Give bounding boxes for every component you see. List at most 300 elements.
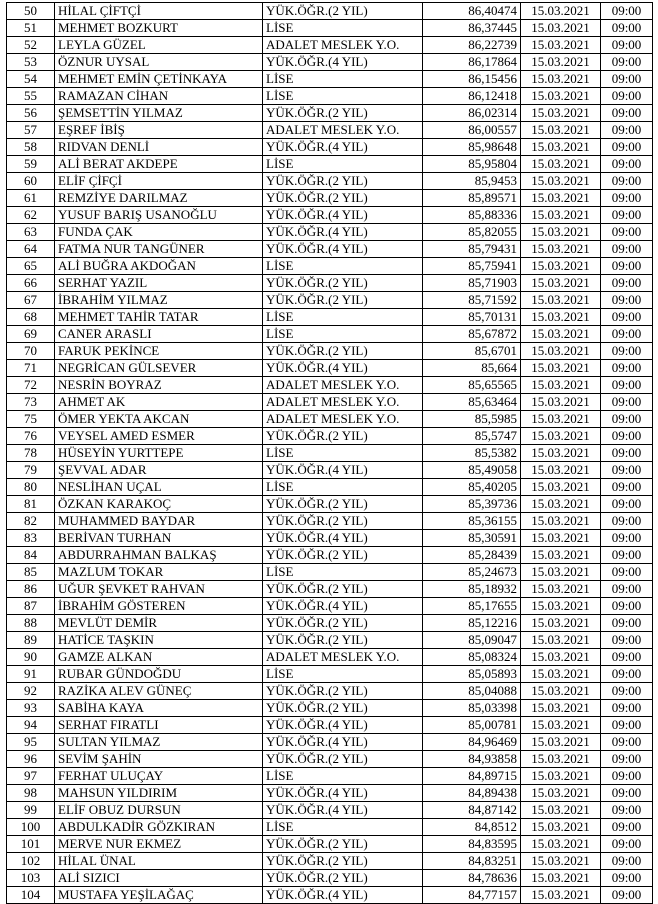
candidate-name-cell: İBRAHİM YILMAZ [55,292,263,309]
candidate-name-cell: ELİF OBUZ DURSUN [55,802,263,819]
exam-date-cell: 15.03.2021 [521,394,601,411]
rank-cell: 55 [7,88,55,105]
score-cell: 85,40205 [423,479,521,496]
education-level-cell: YÜK.ÖĞR.(4 YIL) [263,530,423,547]
score-cell: 85,79431 [423,241,521,258]
rank-cell: 104 [7,887,55,904]
education-level-cell: LİSE [263,258,423,275]
exam-date-cell: 15.03.2021 [521,615,601,632]
candidate-name-cell: NESRİN BOYRAZ [55,377,263,394]
candidate-name-cell: RIDVAN DENLİ [55,139,263,156]
table-row [7,496,653,513]
score-cell: 84,96469 [423,734,521,751]
exam-time-cell: 09:00 [601,241,653,258]
score-cell: 84,83595 [423,836,521,853]
exam-time-cell: 09:00 [601,632,653,649]
education-level-cell: YÜK.ÖĞR.(2 YIL) [263,683,423,700]
table-row [7,462,653,479]
rank-cell: 66 [7,275,55,292]
exam-date-cell: 15.03.2021 [521,20,601,37]
score-cell: 85,5747 [423,428,521,445]
exam-time-cell: 09:00 [601,275,653,292]
exam-time-cell: 09:00 [601,173,653,190]
education-level-cell: LİSE [263,88,423,105]
education-level-cell: YÜK.ÖĞR.(2 YIL) [263,632,423,649]
exam-time-cell: 09:00 [601,513,653,530]
exam-time-cell: 09:00 [601,751,653,768]
score-cell: 85,6701 [423,343,521,360]
table-row [7,156,653,173]
score-cell: 85,63464 [423,394,521,411]
candidate-name-cell: SERHAT FIRATLI [55,717,263,734]
score-cell: 84,83251 [423,853,521,870]
candidate-name-cell: MEHMET EMİN ÇETİNKAYA [55,71,263,88]
exam-date-cell: 15.03.2021 [521,666,601,683]
candidate-name-cell: MUSTAFA YEŞİLAĞAÇ [55,887,263,904]
exam-date-cell: 15.03.2021 [521,853,601,870]
rank-cell: 60 [7,173,55,190]
exam-date-cell: 15.03.2021 [521,105,601,122]
exam-date-cell: 15.03.2021 [521,122,601,139]
table-row [7,309,653,326]
candidate-name-cell: ABDULKADİR GÖZKIRAN [55,819,263,836]
candidate-name-cell: GAMZE ALKAN [55,649,263,666]
score-cell: 86,15456 [423,71,521,88]
exam-time-cell: 09:00 [601,853,653,870]
table-row [7,598,653,615]
exam-date-cell: 15.03.2021 [521,564,601,581]
exam-date-cell: 15.03.2021 [521,717,601,734]
candidate-name-cell: SEVİM ŞAHİN [55,751,263,768]
candidate-name-cell: NEGRİCAN GÜLSEVER [55,360,263,377]
exam-time-cell: 09:00 [601,258,653,275]
candidate-name-cell: UĞUR ŞEVKET RAHVAN [55,581,263,598]
table-row [7,224,653,241]
candidate-name-cell: ÖZNUR UYSAL [55,54,263,71]
education-level-cell: YÜK.ÖĞR.(4 YIL) [263,224,423,241]
candidate-name-cell: LEYLA GÜZEL [55,37,263,54]
exam-date-cell: 15.03.2021 [521,71,601,88]
education-level-cell: LİSE [263,326,423,343]
score-cell: 85,39736 [423,496,521,513]
score-cell: 84,89715 [423,768,521,785]
table-row [7,870,653,887]
score-cell: 84,93858 [423,751,521,768]
exam-time-cell: 09:00 [601,615,653,632]
exam-date-cell: 15.03.2021 [521,768,601,785]
exam-date-cell: 15.03.2021 [521,632,601,649]
exam-date-cell: 15.03.2021 [521,887,601,904]
score-cell: 85,00781 [423,717,521,734]
education-level-cell: YÜK.ÖĞR.(2 YIL) [263,343,423,360]
exam-time-cell: 09:00 [601,224,653,241]
table-row [7,717,653,734]
rank-cell: 59 [7,156,55,173]
exam-time-cell: 09:00 [601,88,653,105]
table-row [7,394,653,411]
candidate-name-cell: ALİ BERAT AKDEPE [55,156,263,173]
education-level-cell: YÜK.ÖĞR.(2 YIL) [263,836,423,853]
rank-cell: 102 [7,853,55,870]
score-cell: 85,664 [423,360,521,377]
candidate-name-cell: SULTAN YILMAZ [55,734,263,751]
score-cell: 85,89571 [423,190,521,207]
exam-date-cell: 15.03.2021 [521,207,601,224]
score-cell: 85,24673 [423,564,521,581]
rank-cell: 51 [7,20,55,37]
exam-date-cell: 15.03.2021 [521,496,601,513]
score-cell: 85,30591 [423,530,521,547]
exam-date-cell: 15.03.2021 [521,513,601,530]
score-cell: 85,75941 [423,258,521,275]
exam-time-cell: 09:00 [601,156,653,173]
rank-cell: 100 [7,819,55,836]
score-cell: 84,87142 [423,802,521,819]
exam-time-cell: 09:00 [601,700,653,717]
education-level-cell: YÜK.ÖĞR.(2 YIL) [263,513,423,530]
rank-cell: 89 [7,632,55,649]
table-row [7,105,653,122]
table-row [7,88,653,105]
rank-cell: 58 [7,139,55,156]
exam-date-cell: 15.03.2021 [521,479,601,496]
exam-time-cell: 09:00 [601,343,653,360]
rank-cell: 85 [7,564,55,581]
exam-time-cell: 09:00 [601,547,653,564]
education-level-cell: YÜK.ÖĞR.(2 YIL) [263,292,423,309]
education-level-cell: YÜK.ÖĞR.(2 YIL) [263,615,423,632]
education-level-cell: LİSE [263,71,423,88]
education-level-cell: YÜK.ÖĞR.(2 YIL) [263,3,423,20]
education-level-cell: LİSE [263,819,423,836]
table-row [7,479,653,496]
exam-time-cell: 09:00 [601,326,653,343]
education-level-cell: YÜK.ÖĞR.(2 YIL) [263,853,423,870]
education-level-cell: YÜK.ÖĞR.(4 YIL) [263,462,423,479]
candidate-name-cell: RAMAZAN CİHAN [55,88,263,105]
candidate-name-cell: FATMA NUR TANGÜNER [55,241,263,258]
candidate-name-cell: AHMET AK [55,394,263,411]
candidate-name-cell: ÖMER YEKTA AKCAN [55,411,263,428]
exam-date-cell: 15.03.2021 [521,224,601,241]
candidate-name-cell: ALİ SIZICI [55,870,263,887]
exam-date-cell: 15.03.2021 [521,785,601,802]
table-row [7,632,653,649]
exam-date-cell: 15.03.2021 [521,802,601,819]
table-row [7,819,653,836]
rank-cell: 96 [7,751,55,768]
rank-cell: 50 [7,3,55,20]
table-row [7,258,653,275]
education-level-cell: YÜK.ÖĞR.(4 YIL) [263,598,423,615]
rank-cell: 99 [7,802,55,819]
rank-cell: 82 [7,513,55,530]
exam-date-cell: 15.03.2021 [521,377,601,394]
rank-cell: 94 [7,717,55,734]
rank-cell: 62 [7,207,55,224]
exam-date-cell: 15.03.2021 [521,37,601,54]
score-cell: 84,8512 [423,819,521,836]
table-row [7,853,653,870]
exam-date-cell: 15.03.2021 [521,3,601,20]
candidate-name-cell: FERHAT ULUÇAY [55,768,263,785]
candidate-name-cell: HATİCE TAŞKIN [55,632,263,649]
exam-time-cell: 09:00 [601,445,653,462]
exam-date-cell: 15.03.2021 [521,343,601,360]
rank-cell: 98 [7,785,55,802]
score-cell: 86,17864 [423,54,521,71]
score-cell: 86,40474 [423,3,521,20]
exam-date-cell: 15.03.2021 [521,547,601,564]
rank-cell: 54 [7,71,55,88]
exam-time-cell: 09:00 [601,479,653,496]
score-cell: 86,02314 [423,105,521,122]
table-row [7,54,653,71]
table-row [7,343,653,360]
exam-date-cell: 15.03.2021 [521,428,601,445]
candidate-name-cell: VEYSEL AMED ESMER [55,428,263,445]
table-row [7,20,653,37]
candidate-name-cell: YUSUF BARIŞ USANOĞLU [55,207,263,224]
rank-cell: 93 [7,700,55,717]
score-cell: 85,5985 [423,411,521,428]
table-row [7,564,653,581]
score-cell: 85,71592 [423,292,521,309]
table-row [7,751,653,768]
table-row [7,377,653,394]
table-row [7,615,653,632]
exam-date-cell: 15.03.2021 [521,156,601,173]
candidate-name-cell: HÜSEYİN YURTTEPE [55,445,263,462]
rank-cell: 81 [7,496,55,513]
exam-date-cell: 15.03.2021 [521,598,601,615]
candidate-name-cell: RAZİKA ALEV GÜNEÇ [55,683,263,700]
score-cell: 85,88336 [423,207,521,224]
exam-date-cell: 15.03.2021 [521,360,601,377]
score-cell: 86,22739 [423,37,521,54]
rank-cell: 67 [7,292,55,309]
exam-date-cell: 15.03.2021 [521,581,601,598]
table-row [7,802,653,819]
score-cell: 84,77157 [423,887,521,904]
candidate-name-cell: HİLAL ÜNAL [55,853,263,870]
rank-cell: 52 [7,37,55,54]
education-level-cell: ADALET MESLEK Y.O. [263,377,423,394]
rank-cell: 65 [7,258,55,275]
table-row [7,207,653,224]
education-level-cell: LİSE [263,445,423,462]
exam-date-cell: 15.03.2021 [521,190,601,207]
table-row [7,326,653,343]
score-cell: 85,9453 [423,173,521,190]
exam-time-cell: 09:00 [601,3,653,20]
candidate-name-cell: NESLİHAN UÇAL [55,479,263,496]
candidate-name-cell: İBRAHİM GÖSTEREN [55,598,263,615]
exam-time-cell: 09:00 [601,105,653,122]
rank-cell: 91 [7,666,55,683]
rank-cell: 69 [7,326,55,343]
table-row [7,836,653,853]
education-level-cell: LİSE [263,666,423,683]
score-cell: 85,5382 [423,445,521,462]
exam-date-cell: 15.03.2021 [521,819,601,836]
education-level-cell: YÜK.ÖĞR.(4 YIL) [263,360,423,377]
exam-date-cell: 15.03.2021 [521,751,601,768]
exam-time-cell: 09:00 [601,785,653,802]
table-row [7,785,653,802]
candidate-name-cell: MAZLUM TOKAR [55,564,263,581]
table-row [7,122,653,139]
education-level-cell: YÜK.ÖĞR.(2 YIL) [263,581,423,598]
score-cell: 85,98648 [423,139,521,156]
table-row [7,700,653,717]
score-cell: 85,36155 [423,513,521,530]
candidate-name-cell: ŞEVVAL ADAR [55,462,263,479]
candidate-name-cell: ŞEMSETTİN YILMAZ [55,105,263,122]
education-level-cell: YÜK.ÖĞR.(4 YIL) [263,139,423,156]
exam-time-cell: 09:00 [601,139,653,156]
table-row [7,37,653,54]
exam-time-cell: 09:00 [601,37,653,54]
education-level-cell: ADALET MESLEK Y.O. [263,649,423,666]
table-row [7,360,653,377]
education-level-cell: YÜK.ÖĞR.(4 YIL) [263,717,423,734]
education-level-cell: LİSE [263,156,423,173]
score-cell: 85,49058 [423,462,521,479]
rank-cell: 72 [7,377,55,394]
table-row [7,241,653,258]
score-cell: 85,28439 [423,547,521,564]
table-row [7,292,653,309]
education-level-cell: YÜK.ÖĞR.(4 YIL) [263,207,423,224]
exam-time-cell: 09:00 [601,649,653,666]
table-row [7,581,653,598]
exam-time-cell: 09:00 [601,530,653,547]
education-level-cell: YÜK.ÖĞR.(2 YIL) [263,547,423,564]
education-level-cell: YÜK.ÖĞR.(4 YIL) [263,734,423,751]
exam-date-cell: 15.03.2021 [521,326,601,343]
exam-time-cell: 09:00 [601,802,653,819]
score-cell: 85,95804 [423,156,521,173]
score-cell: 85,03398 [423,700,521,717]
candidate-name-cell: SABİHA KAYA [55,700,263,717]
exam-time-cell: 09:00 [601,309,653,326]
candidate-name-cell: ELİF ÇİFÇİ [55,173,263,190]
score-cell: 85,08324 [423,649,521,666]
table-row [7,445,653,462]
score-cell: 85,05893 [423,666,521,683]
exam-time-cell: 09:00 [601,717,653,734]
education-level-cell: YÜK.ÖĞR.(4 YIL) [263,887,423,904]
exam-time-cell: 09:00 [601,870,653,887]
education-level-cell: YÜK.ÖĞR.(2 YIL) [263,173,423,190]
score-cell: 85,18932 [423,581,521,598]
exam-date-cell: 15.03.2021 [521,309,601,326]
rank-cell: 71 [7,360,55,377]
education-level-cell: LİSE [263,479,423,496]
score-cell: 86,37445 [423,20,521,37]
candidate-name-cell: FUNDA ÇAK [55,224,263,241]
rank-cell: 83 [7,530,55,547]
exam-date-cell: 15.03.2021 [521,462,601,479]
rank-cell: 95 [7,734,55,751]
rank-cell: 79 [7,462,55,479]
exam-time-cell: 09:00 [601,598,653,615]
results-table-body [7,3,653,904]
rank-cell: 75 [7,411,55,428]
exam-time-cell: 09:00 [601,496,653,513]
exam-date-cell: 15.03.2021 [521,275,601,292]
score-cell: 85,65565 [423,377,521,394]
education-level-cell: LİSE [263,20,423,37]
exam-time-cell: 09:00 [601,190,653,207]
score-cell: 85,12216 [423,615,521,632]
education-level-cell: YÜK.ÖĞR.(4 YIL) [263,54,423,71]
table-row [7,428,653,445]
exam-date-cell: 15.03.2021 [521,411,601,428]
table-row [7,411,653,428]
exam-time-cell: 09:00 [601,564,653,581]
table-row [7,649,653,666]
education-level-cell: YÜK.ÖĞR.(2 YIL) [263,700,423,717]
rank-cell: 76 [7,428,55,445]
exam-time-cell: 09:00 [601,71,653,88]
exam-time-cell: 09:00 [601,666,653,683]
rank-cell: 103 [7,870,55,887]
exam-time-cell: 09:00 [601,836,653,853]
exam-date-cell: 15.03.2021 [521,54,601,71]
candidate-name-cell: MERVE NUR EKMEZ [55,836,263,853]
score-cell: 85,04088 [423,683,521,700]
education-level-cell: YÜK.ÖĞR.(2 YIL) [263,428,423,445]
exam-date-cell: 15.03.2021 [521,649,601,666]
table-row [7,734,653,751]
exam-time-cell: 09:00 [601,377,653,394]
exam-date-cell: 15.03.2021 [521,734,601,751]
exam-date-cell: 15.03.2021 [521,530,601,547]
table-row [7,530,653,547]
exam-time-cell: 09:00 [601,411,653,428]
education-level-cell: YÜK.ÖĞR.(2 YIL) [263,870,423,887]
rank-cell: 61 [7,190,55,207]
education-level-cell: YÜK.ÖĞR.(2 YIL) [263,190,423,207]
candidate-name-cell: MEHMET BOZKURT [55,20,263,37]
education-level-cell: YÜK.ÖĞR.(2 YIL) [263,105,423,122]
score-cell: 86,12418 [423,88,521,105]
exam-time-cell: 09:00 [601,887,653,904]
candidate-name-cell: FARUK PEKİNCE [55,343,263,360]
education-level-cell: YÜK.ÖĞR.(2 YIL) [263,275,423,292]
candidate-name-cell: ÖZKAN KARAKOÇ [55,496,263,513]
candidate-name-cell: BERİVAN TURHAN [55,530,263,547]
rank-cell: 78 [7,445,55,462]
exam-time-cell: 09:00 [601,207,653,224]
score-cell: 85,71903 [423,275,521,292]
candidate-name-cell: REMZİYE DARILMAZ [55,190,263,207]
education-level-cell: LİSE [263,564,423,581]
score-cell: 85,70131 [423,309,521,326]
score-cell: 84,89438 [423,785,521,802]
candidate-name-cell: ABDURRAHMAN BALKAŞ [55,547,263,564]
candidate-name-cell: RUBAR GÜNDOĞDU [55,666,263,683]
table-row [7,513,653,530]
exam-time-cell: 09:00 [601,54,653,71]
exam-time-cell: 09:00 [601,734,653,751]
candidate-name-cell: MAHSUN YILDIRIM [55,785,263,802]
exam-date-cell: 15.03.2021 [521,258,601,275]
score-cell: 84,78636 [423,870,521,887]
exam-time-cell: 09:00 [601,462,653,479]
